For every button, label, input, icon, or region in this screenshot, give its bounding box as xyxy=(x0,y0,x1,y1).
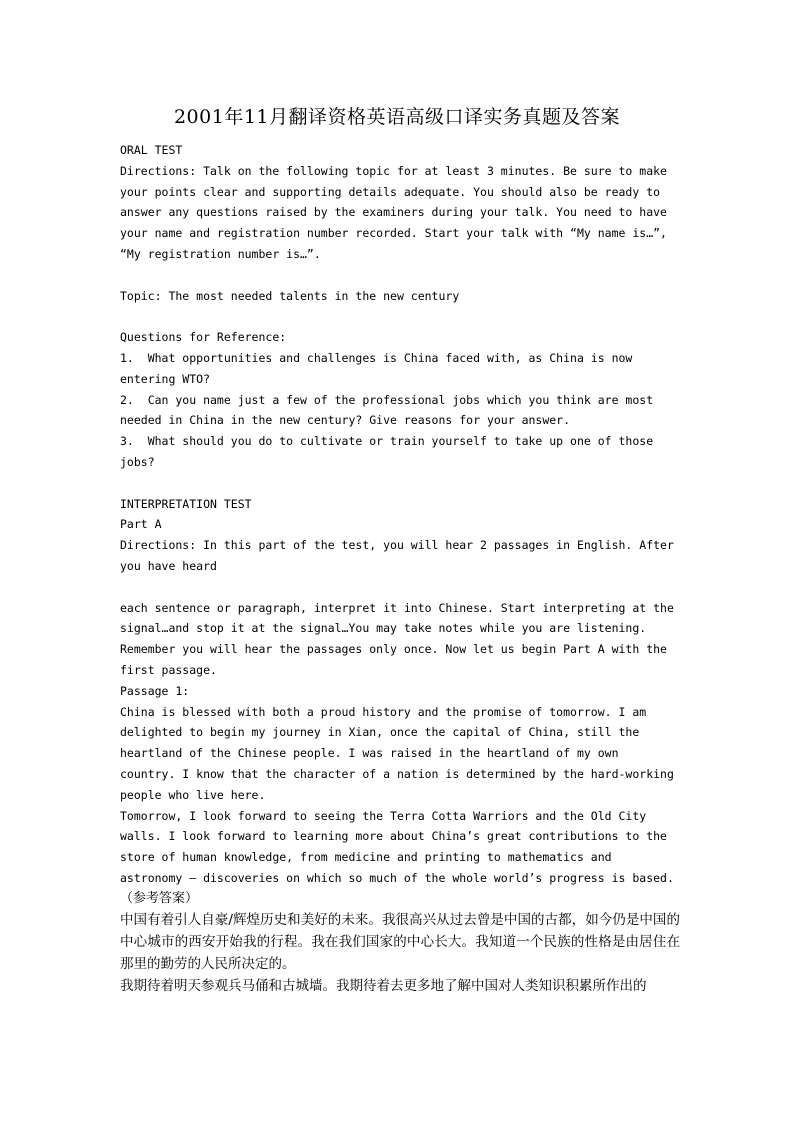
passage-paragraph: China is blessed with both a proud history and the promise of tomorrow. I am delighted to begin my journey in Xian, once the capital of China, still the heartland of the Chinese people. I was raised in the heartland of my own country. I know that the character of a nation is determined by the hard-working people who live here. xyxy=(120,704,681,802)
answer-paragraph: 我期待着明天参观兵马俑和古城墙。我期待着去更多地了解中国对人类知识积累所作出的 xyxy=(120,977,647,994)
oral-test-topic: Topic: The most needed talents in the new century xyxy=(120,288,460,303)
interpretation-directions-1: Directions: In this part of the test, you will hear 2 passages in English. After you have heard xyxy=(120,538,681,573)
passage-paragraph: Tomorrow, I look forward to seeing the Terra Cotta Warriors and the Old City walls. I look forward to learning more about China’s great contributions to the store of human knowledge, from medicine and printing to mathematics and astronomy — discoveries on which so much of the whole world’s progress is based. xyxy=(120,808,674,885)
spacer xyxy=(120,265,680,286)
question-item: 2. Can you name just a few of the professional jobs which you think are most needed in China in the new century? Give reasons for your answer. xyxy=(120,392,661,428)
passage-label: Passage 1: xyxy=(120,683,190,698)
document-body xyxy=(120,140,680,997)
spacer xyxy=(120,306,680,327)
question-item: 1. What opportunities and challenges is China faced with, as China is now entering WTO? xyxy=(120,350,640,386)
oral-test-heading: ORAL TEST xyxy=(120,143,183,157)
spacer xyxy=(120,473,680,494)
oral-test-directions: Directions: Talk on the following topic for at least 3 minutes. Be sure to make your points clear and supporting details adequate. You should also be ready to answer any questions raised by the examiners during your talk. You need to have your name and registration number recorded. Start your talk with “My name is…”, “My registration number is…”. xyxy=(120,163,674,261)
part-label: Part A xyxy=(120,517,162,532)
spacer xyxy=(120,577,680,598)
document-title: 2001年11月翻译资格英语高级口译实务真题及答案 xyxy=(173,106,621,128)
interpretation-test-heading: INTERPRETATION TEST xyxy=(120,496,252,511)
question-item: 3. What should you do to cultivate or train yourself to take up one of those jobs? xyxy=(120,434,661,469)
answer-label: （参考答案） xyxy=(120,890,199,906)
answer-paragraph: 中国有着引人自豪/辉煌历史和美好的未来。我很高兴从过去曾是中国的古都，如今仍是中国的中心城市的西安开始我的行程。我在我们国家的中心长大。我知道一个民族的性格是由居住在那里的勤劳的人民所决定的。 xyxy=(120,911,680,972)
interpretation-directions-2: each sentence or paragraph, interpret it into Chinese. Start interpreting at the signal…and stop it at the signal…You may take notes while you are listening. Remember you will hear the passages only once. Now let us begin Part A with the first passage. xyxy=(120,600,681,677)
questions-heading: Questions for Reference: xyxy=(120,330,287,345)
